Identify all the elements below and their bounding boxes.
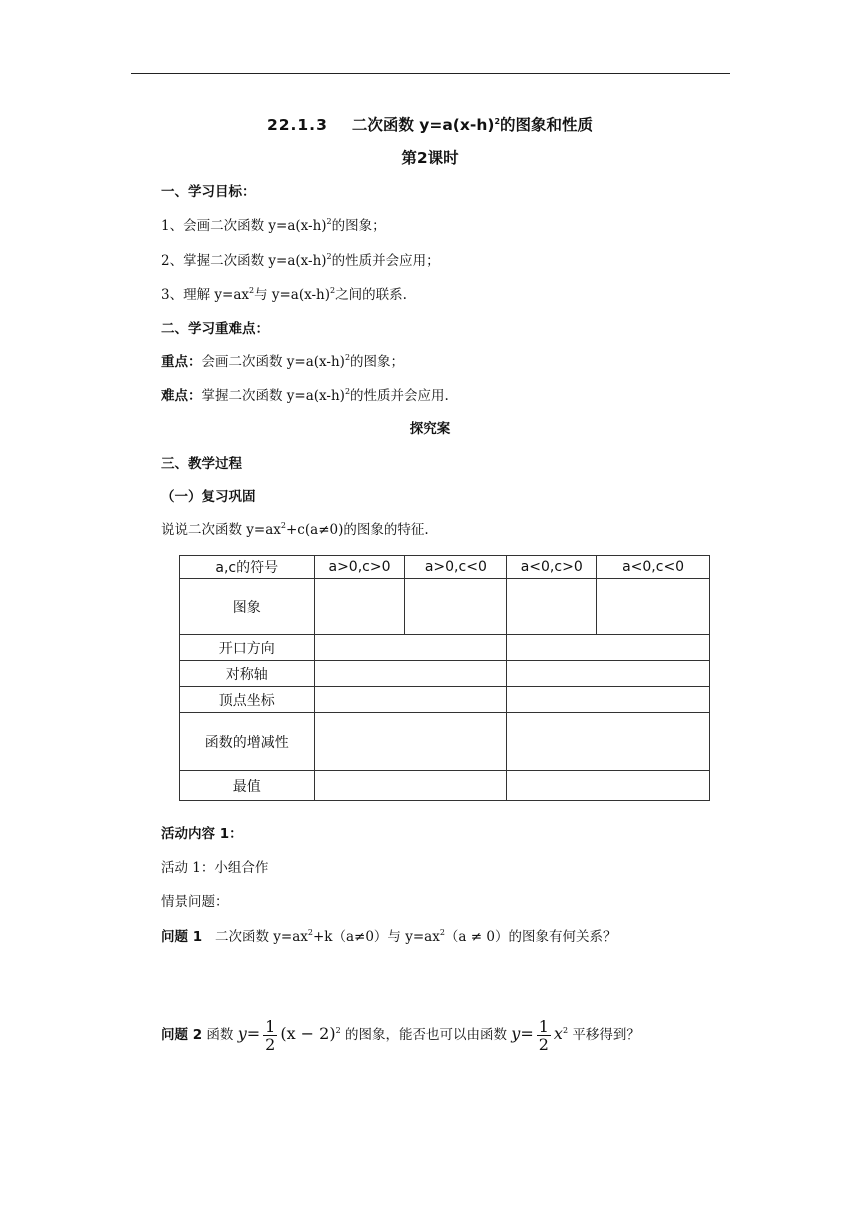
row-label: 图象 [180,579,315,635]
table-cell [507,713,710,771]
table-header-cell: a,c的符号 [180,556,315,579]
table-row [180,579,710,635]
activity-1: 活动 1：小组合作 [161,860,269,876]
table-cell [507,579,597,635]
heading-review: （一）复习巩固 [161,489,256,505]
table-row [180,713,710,771]
fraction-one-half: $\frac{1}{2}$ [265,1017,276,1054]
objective-2: 2、掌握二次函数 $y=a(x-h)^2$的性质并会应用； [161,252,440,269]
scenario-label: 情景问题： [161,894,229,910]
objective-1: 1、会画二次函数 $y=a(x-h)^2$的图象； [161,217,386,234]
table-cell [314,687,507,713]
table-header-cell: a>0,c>0 [314,556,405,579]
heading-key-points: 二、学习重难点： [161,321,269,337]
difficult-point: 难点：掌握二次函数 $y=a(x-h)^2$的性质并会应用. [161,387,449,404]
table-cell [597,579,710,635]
table-header-cell: a>0,c<0 [405,556,507,579]
table-header-row [180,556,710,579]
table-cell [507,771,710,801]
table-header-cell: a<0,c>0 [507,556,597,579]
review-question: 说说二次函数 $y=ax^2+c(a\ne 0)$的图象的特征. [161,521,429,538]
question-2-label: 问题 2 [161,1027,203,1043]
question-2: 问题 2 函数 y= $\frac{1}{2}$ $(x - 2)^2$ 的图象，能否也可以由函数 y= $\frac{1}{2}$ $x^2$ 平移得到？ [161,1017,640,1054]
header-rule [131,73,730,74]
section-number: 22.1.3 [266,116,328,134]
table-header-cell: a<0,c<0 [597,556,710,579]
table-cell [314,713,507,771]
table-cell [314,661,507,687]
activity-content-label: 活动内容 1： [161,826,243,842]
fraction-one-half: $\frac{1}{2}$ [538,1017,549,1054]
row-label: 最值 [180,771,315,801]
table-row [180,687,710,713]
heading-objectives: 一、学习目标： [161,184,256,200]
objective-3: 3、理解 $y=ax^2$与 $y=a(x-h)^2$之间的联系. [161,286,407,303]
page-title: 22.1.3 二次函数 $y=a(x-h)^2$的图象和性质 [266,116,594,134]
table-cell [314,579,405,635]
row-label: 开口方向 [180,635,315,661]
explore-heading: 探究案 [409,421,451,437]
table-row [180,661,710,687]
key-point: 重点：会画二次函数 $y=a(x-h)^2$的图象； [161,353,405,370]
row-label: 顶点坐标 [180,687,315,713]
question-1-label: 问题 1 [161,929,203,945]
table-row [180,771,710,801]
table-cell [507,661,710,687]
table-cell [314,635,507,661]
table-cell [405,579,507,635]
row-label: 对称轴 [180,661,315,687]
page-subtitle: 第2课时 [401,149,459,167]
table-row [180,635,710,661]
table-cell [507,635,710,661]
table-cell [507,687,710,713]
row-label: 函数的增减性 [180,713,315,771]
table-cell [314,771,507,801]
question-1: 问题 1 二次函数 $y=ax^2+k(a\ne 0)$与 $y=ax^2(a \ne 0)$的图象有何关系？ [161,928,617,945]
properties-table [179,555,710,801]
heading-teaching-process: 三、教学过程 [161,456,242,472]
